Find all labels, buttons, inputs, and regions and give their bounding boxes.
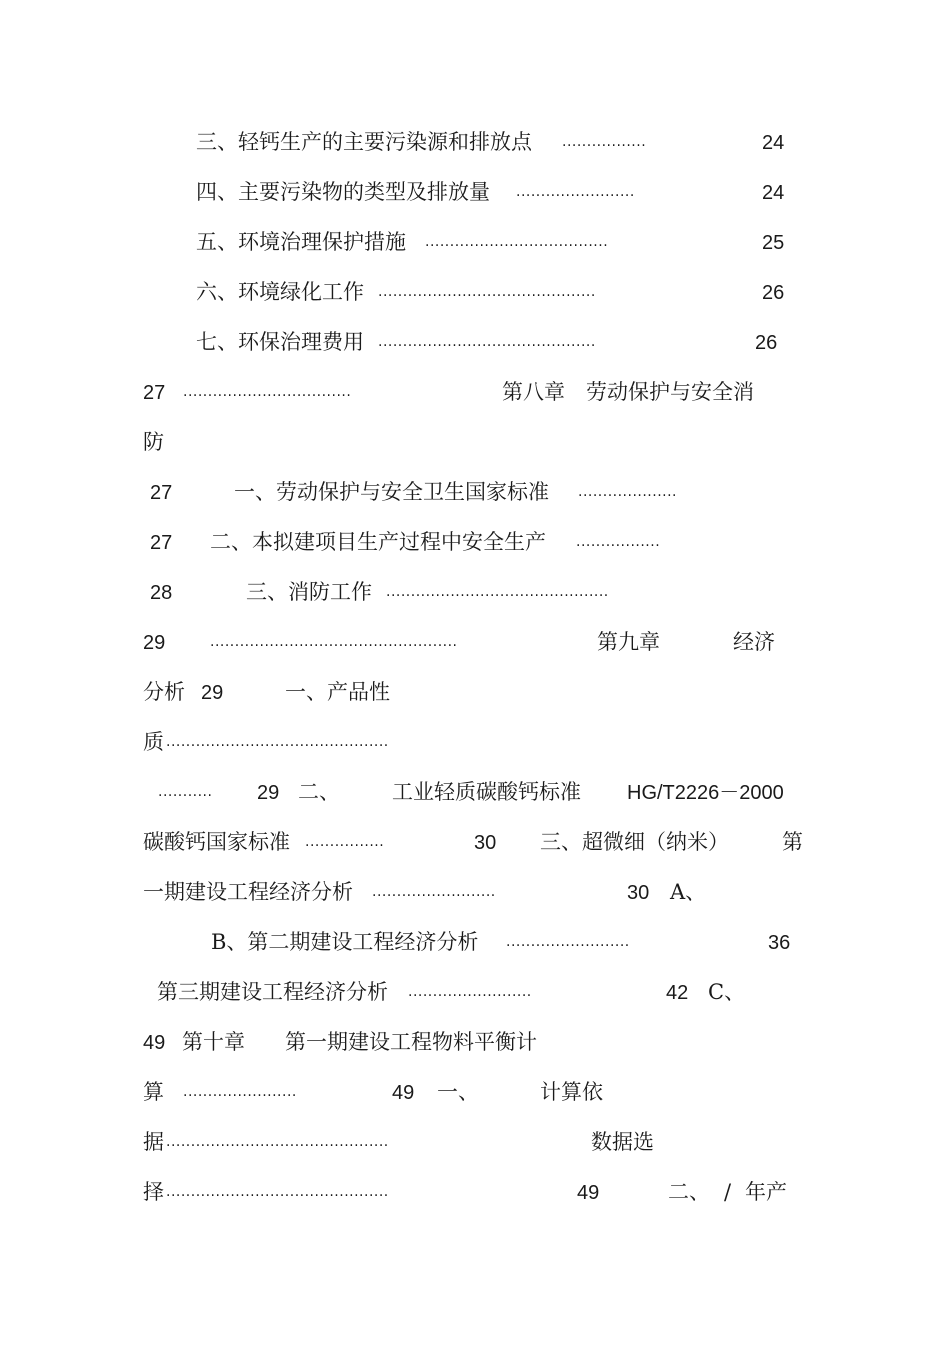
toc-leader-dots: ············································· — [166, 1138, 389, 1154]
toc-leader-dots: ························· — [408, 988, 532, 1004]
toc-page-number: 24 — [762, 132, 785, 154]
toc-page-number: 42 — [666, 982, 689, 1004]
toc-leader-dots: ············································· — [386, 588, 609, 604]
toc-chapter-title: 分析 — [143, 680, 185, 704]
toc-leader-dots: ············································· — [166, 738, 389, 754]
toc-entry-text: 一、劳动保护与安全卫生国家标准 — [234, 480, 549, 504]
toc-page-number: 30 — [474, 832, 497, 854]
toc-leader-dots: ····································· — [425, 238, 609, 254]
toc-chapter-heading: 第八章 劳动保护与安全消 — [502, 380, 754, 404]
toc-page-number: 25 — [762, 232, 785, 254]
toc-leader-dots: ············································· — [166, 1188, 389, 1204]
toc-leader-dots: ························· — [372, 888, 496, 904]
toc-entry-text: 工业轻质碳酸钙标准 — [392, 780, 581, 804]
toc-leader-dots: ············································ — [378, 288, 596, 304]
toc-page-number: 27 — [150, 482, 173, 504]
toc-entry-text: 七、环保治理费用 — [196, 330, 364, 354]
toc-entry-text: A、 — [670, 880, 707, 904]
toc-leader-dots: ················· — [562, 138, 647, 154]
toc-page-number: 27 — [150, 532, 173, 554]
toc-entry-text: 三、消防工作 — [246, 580, 372, 604]
toc-page-number: 30 — [627, 882, 650, 904]
toc-chapter-title: 经济 — [733, 630, 775, 654]
toc-entry-text: 一期建设工程经济分析 — [143, 880, 353, 904]
toc-chapter-title: 第一期建设工程物料平衡计 — [285, 1030, 537, 1054]
toc-leader-dots: ························ — [516, 188, 635, 204]
toc-entry-text: 五、环境治理保护措施 — [196, 230, 406, 254]
toc-leader-dots: ······················· — [183, 1088, 297, 1104]
toc-entry-text: B、第二期建设工程经济分析 — [211, 930, 479, 954]
toc-page-number: 26 — [755, 332, 778, 354]
toc-leader-dots: ··········· — [158, 788, 213, 804]
toc-entry-text: 计算依 — [540, 1080, 603, 1104]
toc-leader-dots: ················· — [576, 538, 661, 554]
toc-page-number: 26 — [762, 282, 785, 304]
toc-entry-text: / — [724, 1180, 732, 1204]
toc-chapter-heading: 第九章 — [597, 630, 660, 654]
toc-entry-text: 碳酸钙国家标准 — [143, 830, 290, 854]
toc-page-number: 49 — [577, 1182, 600, 1204]
toc-chapter-title: 算 — [143, 1080, 164, 1104]
toc-entry-text: 二、 — [668, 1180, 710, 1204]
toc-chapter-heading: 第十章 — [182, 1030, 245, 1054]
toc-page-number: 29 — [257, 782, 280, 804]
toc-entry-text: 年产 — [745, 1180, 787, 1204]
toc-entry-text: 三、超微细（纳米） — [540, 830, 729, 854]
toc-entry-text: 三、轻钙生产的主要污染源和排放点 — [196, 130, 532, 154]
toc-leader-dots: ························· — [506, 938, 630, 954]
toc-leader-dots: ·································· — [183, 388, 352, 404]
toc-entry-text: 六、环境绿化工作 — [196, 280, 364, 304]
toc-page-number: 29 — [201, 682, 224, 704]
toc-page-number: 28 — [150, 582, 173, 604]
toc-leader-dots: ················ — [305, 838, 385, 854]
toc-entry-text: 据 — [143, 1130, 164, 1154]
toc-page-number: 27 — [143, 382, 166, 404]
toc-page-number: 49 — [143, 1032, 166, 1054]
toc-leader-dots: ············································ — [378, 338, 596, 354]
toc-page-number: 36 — [768, 932, 791, 954]
toc-standard-code: HG/T2226－2000 — [627, 782, 784, 804]
toc-entry-text: 防 — [143, 430, 164, 454]
toc-entry-text: 一、 — [437, 1080, 479, 1104]
toc-entry-text: 数据选 — [591, 1130, 654, 1154]
toc-entry-text: 质 — [143, 730, 164, 754]
toc-leader-dots: ·················································· — [210, 638, 458, 654]
toc-page-number: 29 — [143, 632, 166, 654]
toc-entry-text: 一、产品性 — [285, 680, 390, 704]
toc-page-number: 24 — [762, 182, 785, 204]
toc-entry-text: 择 — [143, 1180, 164, 1204]
toc-entry-text: 第 — [782, 830, 803, 854]
toc-leader-dots: ···················· — [578, 488, 678, 504]
toc-page-number: 49 — [392, 1082, 415, 1104]
toc-entry-text: 四、主要污染物的类型及排放量 — [196, 180, 490, 204]
toc-entry-text: 二、 — [298, 780, 340, 804]
toc-entry-text: C、 — [708, 980, 746, 1004]
toc-entry-text: 二、本拟建项目生产过程中安全生产 — [210, 530, 546, 554]
toc-entry-text: 第三期建设工程经济分析 — [157, 980, 388, 1004]
